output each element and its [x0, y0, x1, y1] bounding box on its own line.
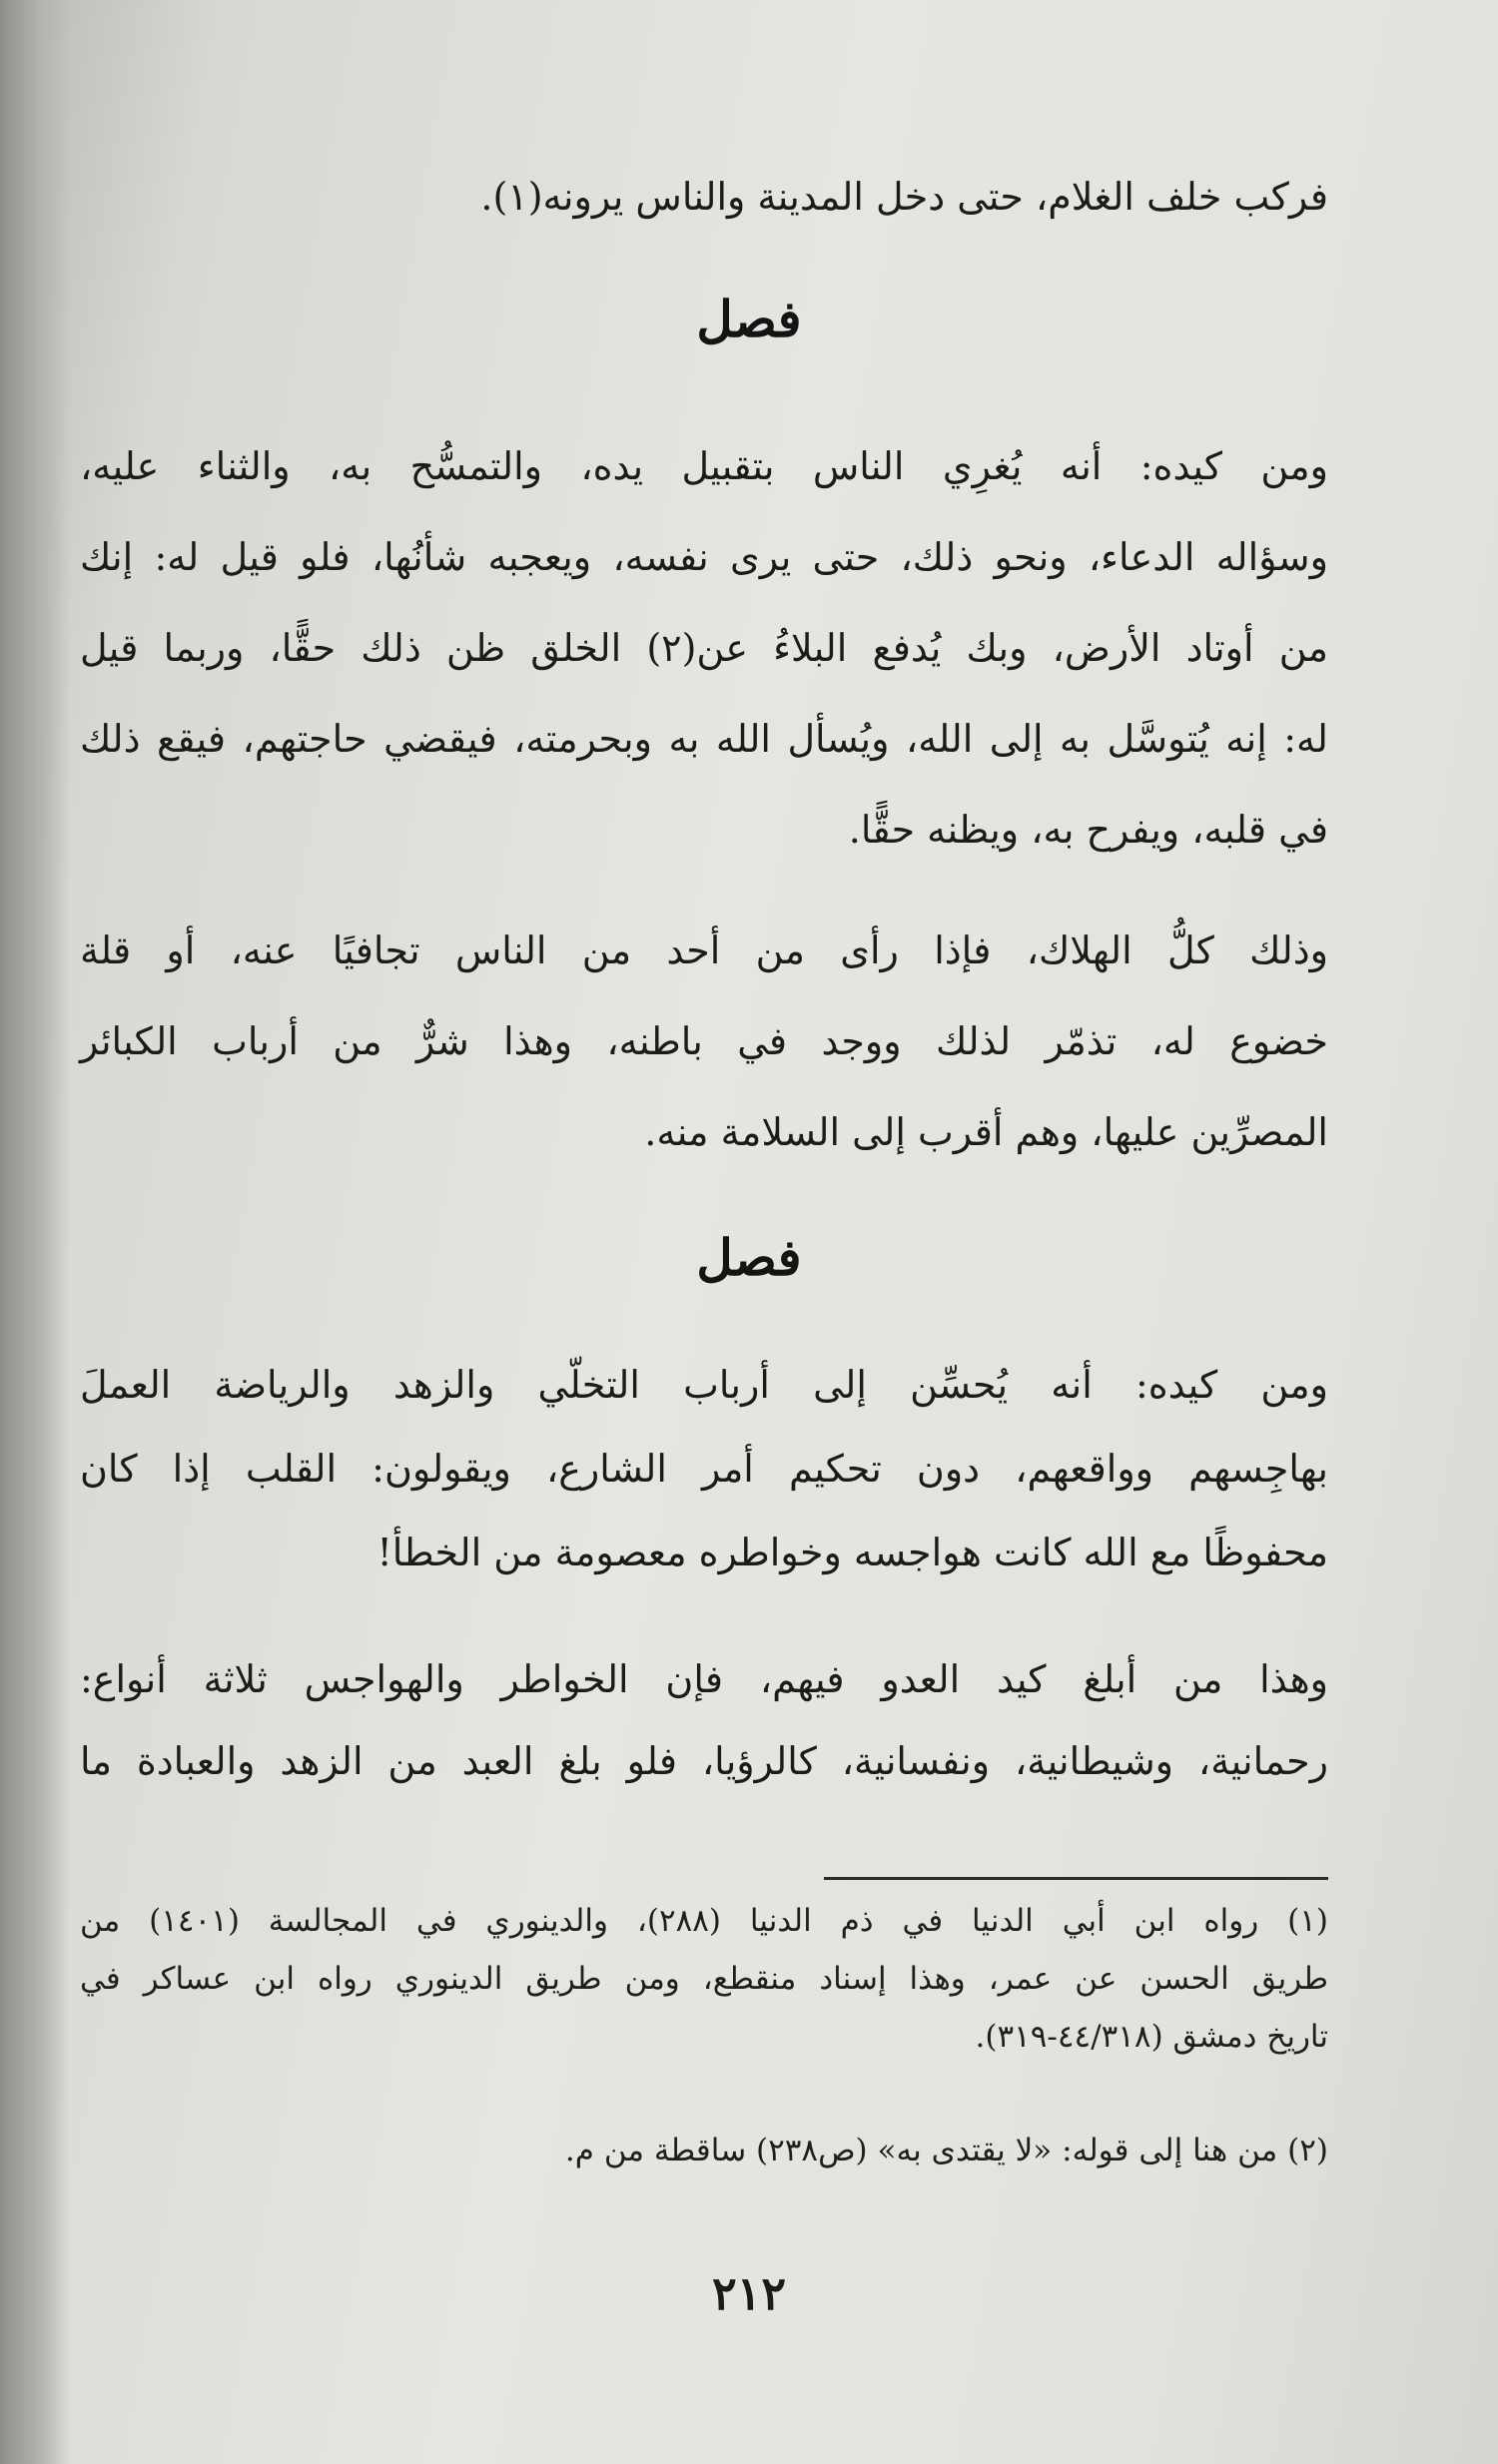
section1-paragraph1: [80, 444, 1328, 852]
section-heading-1: فصل: [696, 290, 802, 348]
footnote-line: (٢) من هنا إلى قوله: «لا يقتدى به» (ص٢٣٨) ساقطة من م.: [564, 2133, 1328, 2168]
text-line: وذلك كلُّ الهلاك، فإذا رأى من أحد من الناس تجافيًا عنه، أو قلة: [80, 928, 1328, 972]
footnote-1: [80, 1902, 1328, 2056]
footnote-line: (١) رواه ابن أبي الدنيا في ذم الدنيا (٢٨٨)، والدينوري في المجالسة (١٤٠١) من: [80, 1903, 1328, 1939]
text-line: ومن كيده: أنه يُحسِّن إلى أرباب التخلّي والزهد والرياضة العملَ: [80, 1363, 1328, 1407]
text-line: وهذا من أبلغ كيد العدو فيهم، فإن الخواطر والهواجس ثلاثة أنواع:: [80, 1657, 1328, 1701]
page-number: ٢١٢: [711, 2266, 787, 2320]
section2-paragraph2: [80, 1657, 1328, 1783]
text-line: المصرِّين عليها، وهم أقرب إلى السلامة منه.: [644, 1110, 1328, 1154]
footnote-divider: [824, 1877, 1328, 1880]
text-line: وسؤاله الدعاء، ونحو ذلك، حتى يرى نفسه، ويعجبه شأنُها، فلو قيل له: إنك: [80, 535, 1328, 579]
section1-paragraph2: [80, 928, 1328, 1154]
text-line: رحمانية، وشيطانية، ونفسانية، كالرؤيا، فلو بلغ العبد من الزهد والعبادة ما: [80, 1739, 1328, 1783]
section2-paragraph1: [80, 1363, 1328, 1574]
text-line: خضوع له، تذمّر لذلك ووجد في باطنه، وهذا شرٌّ من أرباب الكبائر: [80, 1019, 1328, 1063]
text-line: فركب خلف الغلام، حتى دخل المدينة والناس يرونه(١).: [480, 175, 1328, 219]
text-line: محفوظًا مع الله كانت هواجسه وخواطره معصومة من الخطأ!: [376, 1531, 1328, 1574]
footnote-line: تاريخ دمشق (٤٤/٣١٨-٣١٩).: [975, 2019, 1328, 2055]
continuation-line: [80, 175, 1328, 219]
text-line: له: إنه يُتوسَّل به إلى الله، ويُسأل الله به وبحرمته، فيقضي حاجتهم، فيقع ذلك: [80, 717, 1328, 761]
text-line: من أوتاد الأرض، وبك يُدفع البلاءُ عن(٢) الخلق ظن ذلك حقًّا، وربما قيل: [80, 626, 1328, 670]
footnote-2: [80, 2132, 1328, 2169]
text-line: بهاجِسهم وواقعهم، دون تحكيم أمر الشارع، ويقولون: القلب إذا كان: [80, 1447, 1328, 1491]
text-line: ومن كيده: أنه يُغرِي الناس بتقبيل يده، والتمسُّح به، والثناء عليه،: [80, 444, 1328, 488]
text-line: في قلبه، ويفرح به، ويظنه حقًّا.: [848, 808, 1328, 852]
section-heading-2: فصل: [696, 1228, 802, 1287]
footnote-line: طريق الحسن عن عمر، وهذا إسناد منقطع، ومن طريق الدينوري رواه ابن عساكر في: [80, 1961, 1328, 1997]
